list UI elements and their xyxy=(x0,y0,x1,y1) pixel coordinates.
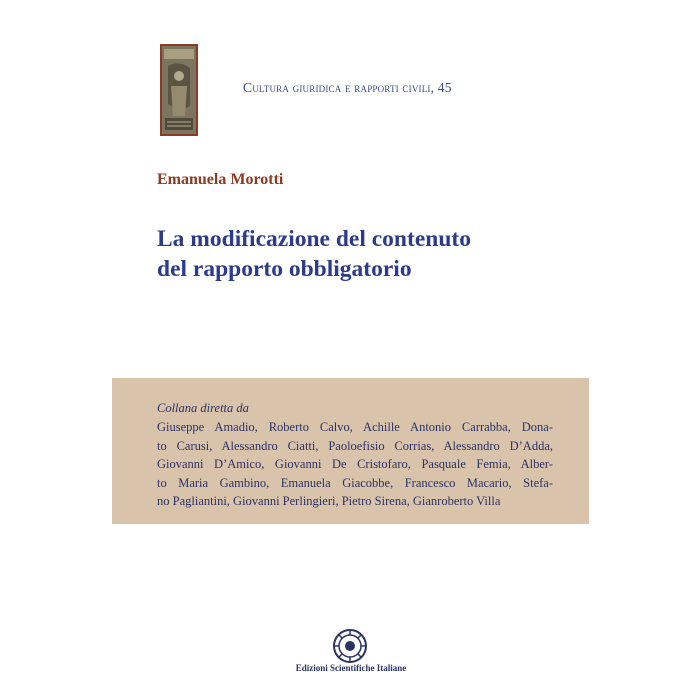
publisher-name: Edizioni Scientifiche Italiane xyxy=(295,663,407,673)
book-title-line: La modificazione del contenuto xyxy=(157,226,471,252)
book-title-line: del rapporto obbligatorio xyxy=(157,256,412,282)
editors-line: Giuseppe Amadio, Roberto Calvo, Achille Antonio Carrabba, Dona- xyxy=(157,420,553,434)
editors-line: Giovanni D’Amico, Giovanni De Cristofaro, Pasquale Femia, Alber- xyxy=(157,457,553,471)
editorial-board-label: Collana diretta da xyxy=(157,401,249,415)
engraving-emblem-icon xyxy=(160,44,198,136)
editorial-board-list xyxy=(157,418,553,511)
editors-line: to Carusi, Alessandro Ciatti, Paoloefisio Corrias, Alessandro D’Adda, xyxy=(157,438,553,453)
series-title: Cultura giuridica e rapporti civili, 45 xyxy=(243,80,452,95)
book-title xyxy=(157,224,577,284)
editors-line: to Maria Gambino, Emanuela Giacobbe, Francesco Macario, Stefa- xyxy=(157,475,553,490)
author-name: Emanuela Morotti xyxy=(157,171,284,188)
editors-line: no Pagliantini, Giovanni Perlingieri, Pietro Sirena, Gianroberto Villa xyxy=(157,494,501,508)
publisher-logo-icon xyxy=(330,628,370,668)
